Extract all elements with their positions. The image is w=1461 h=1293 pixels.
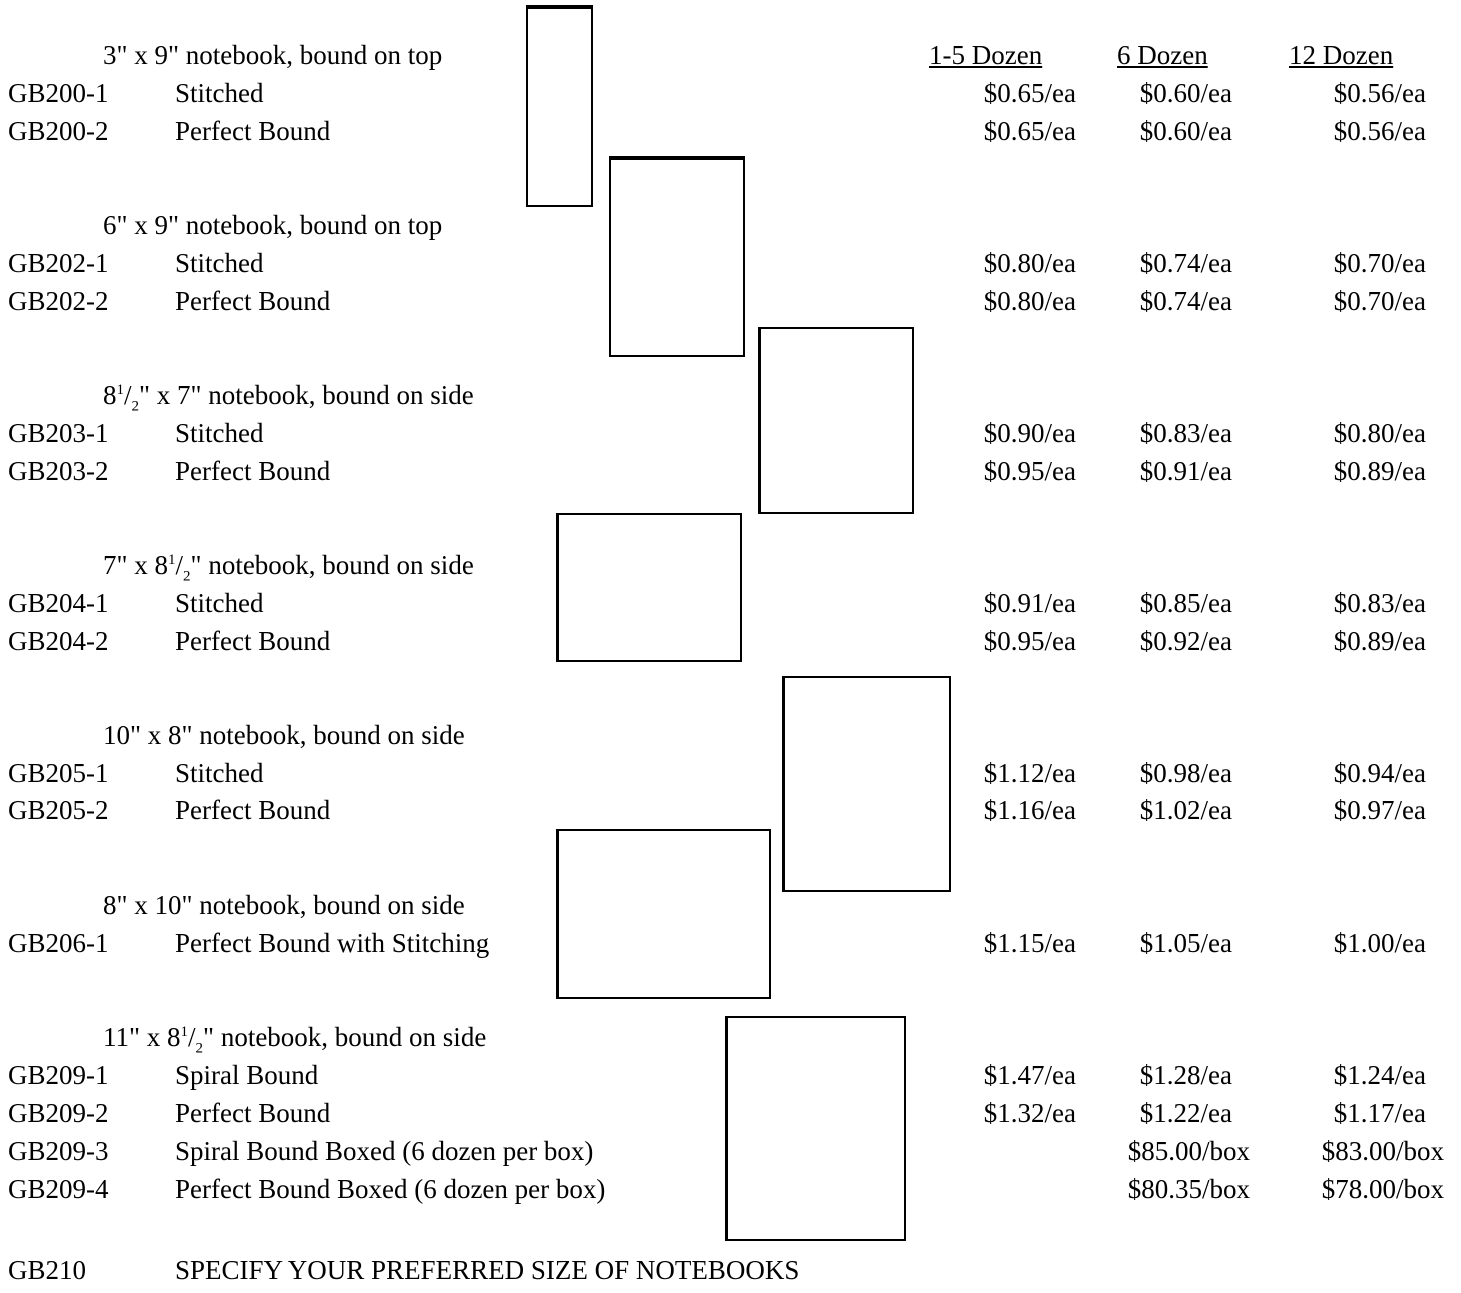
item-code: GB209-4 bbox=[8, 1174, 109, 1204]
title-text: " x 7" notebook, bound on side bbox=[139, 380, 474, 410]
column-header-6-dozen: 6 Dozen bbox=[1117, 40, 1208, 70]
group-title bbox=[103, 1022, 487, 1057]
price-cell: $0.83/ea bbox=[1139, 418, 1232, 448]
item-description: Spiral Bound bbox=[175, 1060, 319, 1090]
item-code: GB209-3 bbox=[8, 1136, 109, 1166]
item-code: GB204-2 bbox=[8, 626, 109, 656]
group-title bbox=[103, 40, 442, 70]
item-description: Stitched bbox=[175, 248, 264, 278]
price-cell: $0.98/ea bbox=[1139, 758, 1232, 788]
item-description: Perfect Bound bbox=[175, 795, 331, 825]
price-cell: $0.89/ea bbox=[1333, 626, 1426, 656]
fraction-slash: / bbox=[188, 1022, 196, 1052]
price-cell: $85.00/box bbox=[1127, 1136, 1250, 1166]
fraction-numerator: 1 bbox=[180, 1024, 189, 1040]
price-cell: $0.89/ea bbox=[1333, 456, 1426, 486]
item-code: GB206-1 bbox=[8, 928, 109, 958]
price-cell: $0.92/ea bbox=[1139, 626, 1232, 656]
group-title bbox=[103, 890, 465, 920]
item-code: GB202-1 bbox=[8, 248, 109, 278]
price-cell: $1.17/ea bbox=[1333, 1098, 1426, 1128]
price-cell: $80.35/box bbox=[1127, 1174, 1250, 1204]
price-cell: $1.28/ea bbox=[1139, 1060, 1232, 1090]
price-cell: $0.70/ea bbox=[1333, 248, 1426, 278]
notebook-3x9-illustration bbox=[526, 5, 593, 207]
price-cell: $0.97/ea bbox=[1333, 795, 1426, 825]
item-code: GB205-1 bbox=[8, 758, 109, 788]
price-cell: $0.60/ea bbox=[1139, 78, 1232, 108]
price-cell: $0.74/ea bbox=[1139, 286, 1232, 316]
price-cell: $0.95/ea bbox=[983, 456, 1076, 486]
fraction-numerator: 1 bbox=[116, 382, 124, 398]
fraction-denominator: 2 bbox=[195, 1040, 204, 1057]
item-description: Spiral Bound Boxed (6 dozen per box) bbox=[175, 1136, 594, 1166]
item-code: GB205-2 bbox=[8, 795, 109, 825]
item-description: Perfect Bound with Stitching bbox=[175, 928, 490, 958]
price-cell: $0.65/ea bbox=[983, 116, 1076, 146]
price-cell: $1.12/ea bbox=[983, 758, 1076, 788]
price-cell: $0.91/ea bbox=[1139, 456, 1232, 486]
title-text: 8 bbox=[103, 380, 117, 410]
item-code: GB209-1 bbox=[8, 1060, 109, 1090]
item-code: GB204-1 bbox=[8, 588, 109, 618]
item-description: Perfect Bound bbox=[175, 286, 331, 316]
price-cell: $0.83/ea bbox=[1333, 588, 1426, 618]
price-cell: $1.16/ea bbox=[983, 795, 1076, 825]
price-cell: $0.80/ea bbox=[983, 286, 1076, 316]
item-code: GB209-2 bbox=[8, 1098, 109, 1128]
notebook-8x10-illustration bbox=[556, 829, 771, 999]
price-cell: $0.74/ea bbox=[1139, 248, 1232, 278]
price-cell: $0.56/ea bbox=[1333, 116, 1426, 146]
price-cell: $0.70/ea bbox=[1333, 286, 1426, 316]
price-cell: $0.91/ea bbox=[983, 588, 1076, 618]
price-cell: $83.00/box bbox=[1321, 1136, 1444, 1166]
item-code: GB203-1 bbox=[8, 418, 109, 448]
price-cell: $0.80/ea bbox=[983, 248, 1076, 278]
item-code: GB202-2 bbox=[8, 286, 109, 316]
item-code: GB200-1 bbox=[8, 78, 109, 108]
column-header-12-dozen: 12 Dozen bbox=[1289, 40, 1394, 70]
notebook-8half-x7-illustration bbox=[758, 327, 914, 514]
price-cell: $78.00/box bbox=[1321, 1174, 1444, 1204]
price-cell: $0.90/ea bbox=[983, 418, 1076, 448]
item-code-gb210: GB210 bbox=[8, 1255, 87, 1285]
column-header-1-5-dozen: 1-5 Dozen bbox=[929, 40, 1043, 70]
custom-size-note: SPECIFY YOUR PREFERRED SIZE OF NOTEBOOKS bbox=[175, 1255, 800, 1285]
price-cell: $0.60/ea bbox=[1139, 116, 1232, 146]
group-title bbox=[103, 550, 474, 585]
notebook-6x9-illustration bbox=[609, 156, 745, 357]
group-title bbox=[103, 720, 465, 750]
price-cell: $1.22/ea bbox=[1139, 1098, 1232, 1128]
price-cell: $1.24/ea bbox=[1333, 1060, 1426, 1090]
price-cell: $0.56/ea bbox=[1333, 78, 1426, 108]
notebook-11x8half-illustration bbox=[725, 1016, 906, 1241]
title-text: 6" x 9" notebook, bound on top bbox=[103, 210, 443, 240]
group-title bbox=[103, 380, 474, 415]
title-text: 8" x 10" notebook, bound on side bbox=[103, 890, 465, 920]
item-description: Perfect Bound bbox=[175, 1098, 331, 1128]
price-cell: $0.80/ea bbox=[1333, 418, 1426, 448]
price-cell: $1.05/ea bbox=[1139, 928, 1232, 958]
fraction-numerator: 1 bbox=[168, 552, 176, 568]
fraction-denominator: 2 bbox=[131, 398, 140, 415]
price-cell: $0.65/ea bbox=[983, 78, 1076, 108]
fraction-slash: / bbox=[175, 550, 184, 580]
item-description: Perfect Bound bbox=[175, 456, 331, 486]
notebook-10x8-illustration bbox=[782, 676, 951, 892]
group-title bbox=[103, 210, 442, 240]
price-cell: $0.94/ea bbox=[1333, 758, 1426, 788]
item-description: Stitched bbox=[175, 78, 264, 108]
item-description: Stitched bbox=[175, 758, 264, 788]
price-cell: $1.32/ea bbox=[983, 1098, 1076, 1128]
item-description: Perfect Bound Boxed (6 dozen per box) bbox=[175, 1174, 606, 1204]
price-cell: $0.95/ea bbox=[983, 626, 1076, 656]
price-cell: $1.02/ea bbox=[1139, 795, 1232, 825]
fraction-slash: / bbox=[124, 380, 132, 410]
notebook-7x8half-illustration bbox=[556, 513, 742, 662]
price-cell: $0.85/ea bbox=[1139, 588, 1232, 618]
item-code: GB200-2 bbox=[8, 116, 109, 146]
item-description: Perfect Bound bbox=[175, 116, 331, 146]
price-cell: $1.15/ea bbox=[983, 928, 1076, 958]
title-text: " notebook, bound on side bbox=[203, 1022, 487, 1052]
fraction-denominator: 2 bbox=[183, 568, 191, 585]
title-text: 7" x 8 bbox=[103, 550, 169, 580]
title-text: " notebook, bound on side bbox=[190, 550, 474, 580]
item-description: Stitched bbox=[175, 588, 264, 618]
title-text: 11" x 8 bbox=[103, 1022, 181, 1052]
title-text: 3" x 9" notebook, bound on top bbox=[103, 40, 443, 70]
item-code: GB203-2 bbox=[8, 456, 109, 486]
price-cell: $1.00/ea bbox=[1333, 928, 1426, 958]
item-description: Perfect Bound bbox=[175, 626, 331, 656]
title-text: 10" x 8" notebook, bound on side bbox=[103, 720, 465, 750]
price-cell: $1.47/ea bbox=[983, 1060, 1076, 1090]
item-description: Stitched bbox=[175, 418, 264, 448]
